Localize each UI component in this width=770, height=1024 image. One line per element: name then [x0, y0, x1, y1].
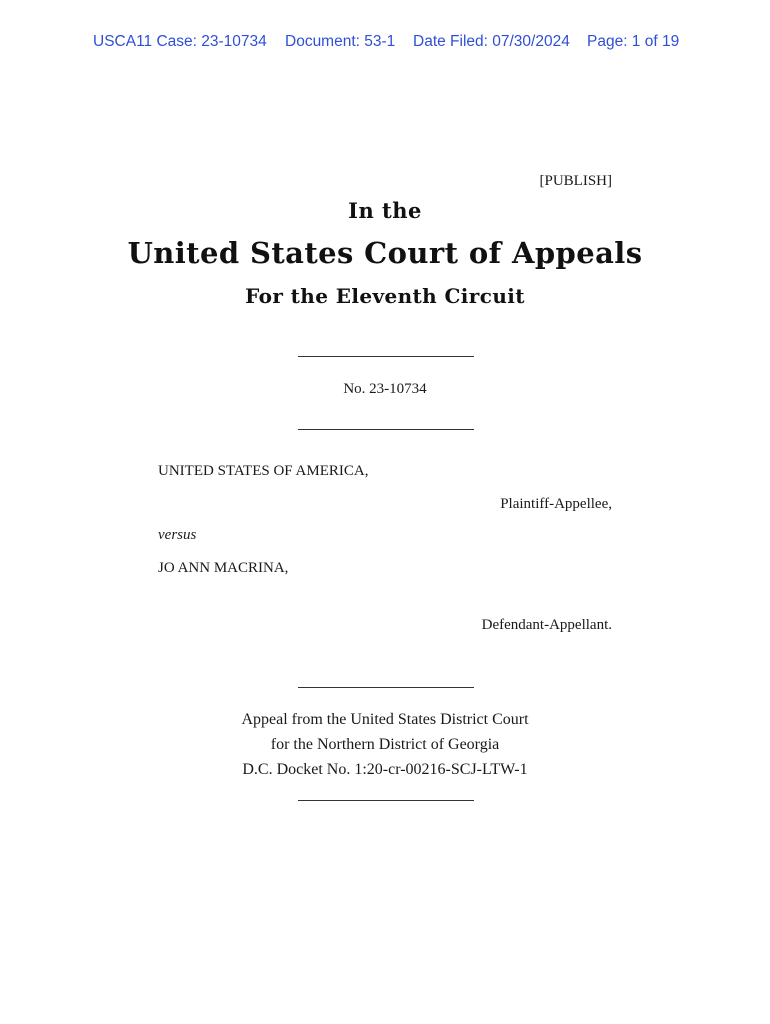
case-number: No. 23-10734: [343, 381, 427, 397]
filing-stamp-header: [0, 33, 770, 53]
appeal-district-line: for the Northern District of Georgia: [270, 736, 500, 753]
divider-rule: [298, 429, 474, 430]
stamp-date-filed: Date Filed: 07/30/2024: [413, 33, 570, 50]
stamp-document-number: Document: 53-1: [285, 33, 396, 50]
plaintiff-role: Plaintiff-Appellee,: [500, 496, 612, 512]
versus-label: versus: [158, 527, 197, 543]
divider-rule: [298, 800, 474, 801]
caption-in-the: In the: [348, 198, 422, 223]
publish-label: [PUBLISH]: [539, 173, 612, 189]
circuit-name: For the Eleventh Circuit: [245, 284, 525, 308]
divider-rule: [298, 356, 474, 357]
plaintiff-name: UNITED STATES OF AMERICA,: [158, 463, 369, 479]
stamp-page-count: Page: 1 of 19: [587, 33, 680, 50]
defendant-name: JO ANN MACRINA,: [158, 560, 289, 576]
defendant-role: Defendant-Appellant.: [481, 617, 612, 633]
court-name: United States Court of Appeals: [127, 236, 643, 270]
stamp-case-number: USCA11 Case: 23-10734: [93, 33, 267, 50]
divider-rule: [298, 687, 474, 688]
appeal-court-line: Appeal from the United States District Court: [241, 711, 529, 728]
docket-number: D.C. Docket No. 1:20-cr-00216-SCJ-LTW-1: [242, 761, 528, 778]
